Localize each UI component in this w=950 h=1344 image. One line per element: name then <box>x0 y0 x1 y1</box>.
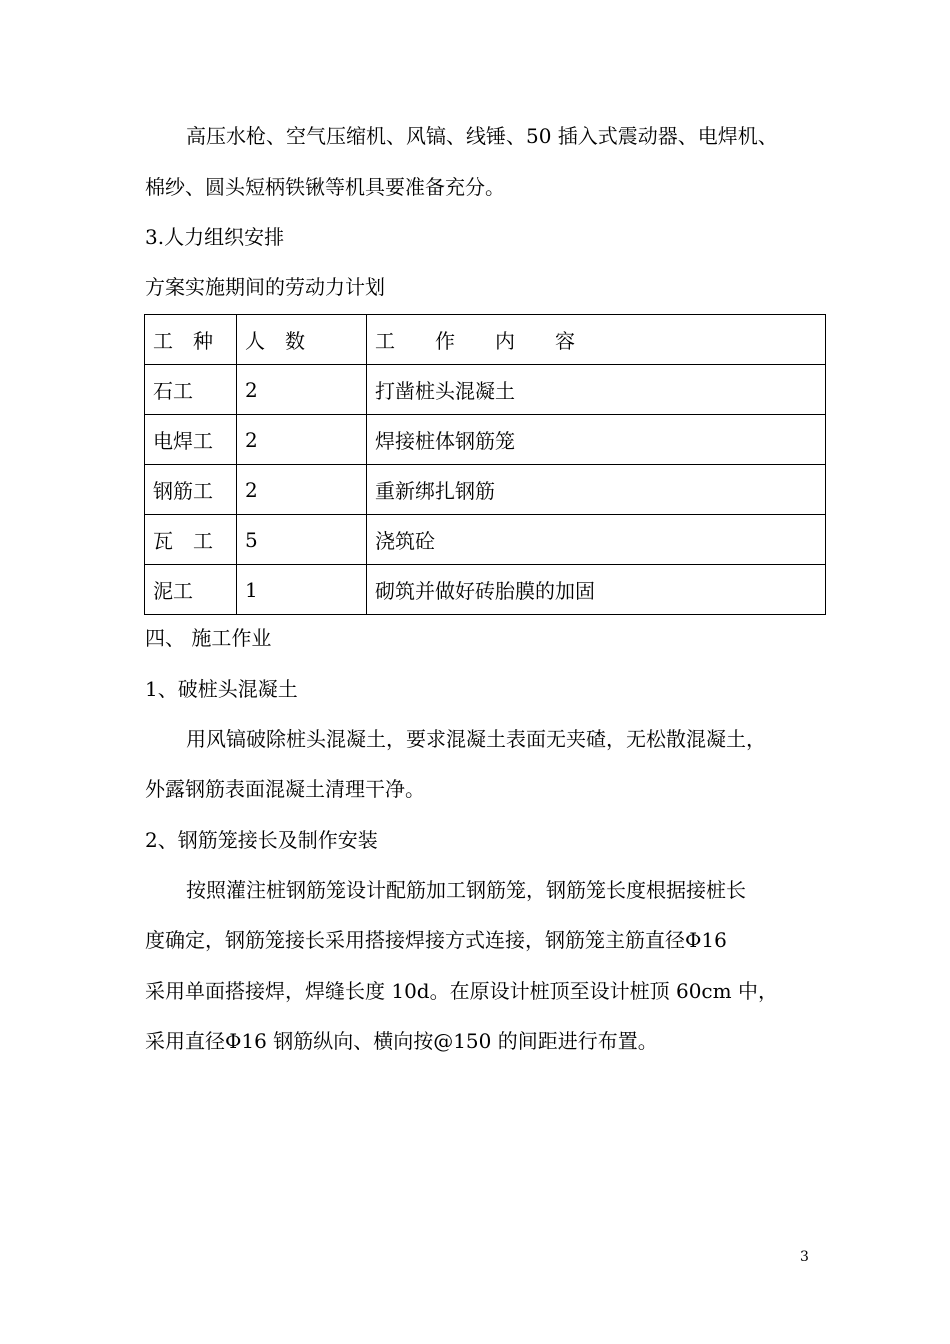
table-row <box>145 565 826 615</box>
subheading-break-pile-head: 1、破桩头混凝土 <box>145 677 298 701</box>
cell-count: 2 <box>237 415 367 465</box>
break-paragraph-line-1: 用风镐破除桩头混凝土，要求混凝土表面无夹碴，无松散混凝土， <box>186 727 766 751</box>
table-row <box>145 365 826 415</box>
cell-work: 砌筑并做好砖胎膜的加固 <box>367 565 826 615</box>
cell-count: 2 <box>237 365 367 415</box>
page-number: 3 <box>800 1249 809 1265</box>
table-row <box>145 465 826 515</box>
labor-plan-table <box>144 314 826 615</box>
table-row <box>145 415 826 465</box>
header-count: 人 数 <box>237 315 367 365</box>
cell-trade: 电焊工 <box>145 415 237 465</box>
cage-paragraph-line-3: 采用单面搭接焊，焊缝长度 10d。在原设计桩顶至设计桩顶 60cm 中， <box>145 979 778 1003</box>
cage-paragraph-line-2: 度确定，钢筋笼接长采用搭接焊接方式连接，钢筋笼主筋直径Φ16 <box>145 928 727 952</box>
table-caption: 方案实施期间的劳动力计划 <box>145 275 385 299</box>
cell-count: 1 <box>237 565 367 615</box>
header-trade: 工 种 <box>145 315 237 365</box>
cell-count: 5 <box>237 515 367 565</box>
cell-trade: 瓦 工 <box>145 515 237 565</box>
cell-trade: 石工 <box>145 365 237 415</box>
heading-manpower: 3.人力组织安排 <box>145 225 285 249</box>
cell-trade: 钢筋工 <box>145 465 237 515</box>
header-work-content: 工 作 内 容 <box>367 315 826 365</box>
cage-paragraph-line-4: 采用直径Φ16 钢筋纵向、横向按@150 的间距进行布置。 <box>145 1029 658 1053</box>
cell-trade: 泥工 <box>145 565 237 615</box>
cell-work: 重新绑扎钢筋 <box>367 465 826 515</box>
equipment-paragraph-line-1: 高压水枪、空气压缩机、风镐、线锤、50 插入式震动器、电焊机、 <box>186 124 778 148</box>
section-heading-construction: 四、 施工作业 <box>145 626 272 650</box>
equipment-paragraph-line-2: 棉纱、圆头短柄铁锹等机具要准备充分。 <box>145 175 505 199</box>
break-paragraph-line-2: 外露钢筋表面混凝土清理干净。 <box>145 777 425 801</box>
table-row <box>145 515 826 565</box>
cell-count: 2 <box>237 465 367 515</box>
table-header-row <box>145 315 826 365</box>
cell-work: 浇筑砼 <box>367 515 826 565</box>
cell-work: 焊接桩体钢筋笼 <box>367 415 826 465</box>
subheading-rebar-cage: 2、钢筋笼接长及制作安装 <box>145 828 378 852</box>
cage-paragraph-line-1: 按照灌注桩钢筋笼设计配筋加工钢筋笼，钢筋笼长度根据接桩长 <box>186 878 746 902</box>
cell-work: 打凿桩头混凝土 <box>367 365 826 415</box>
